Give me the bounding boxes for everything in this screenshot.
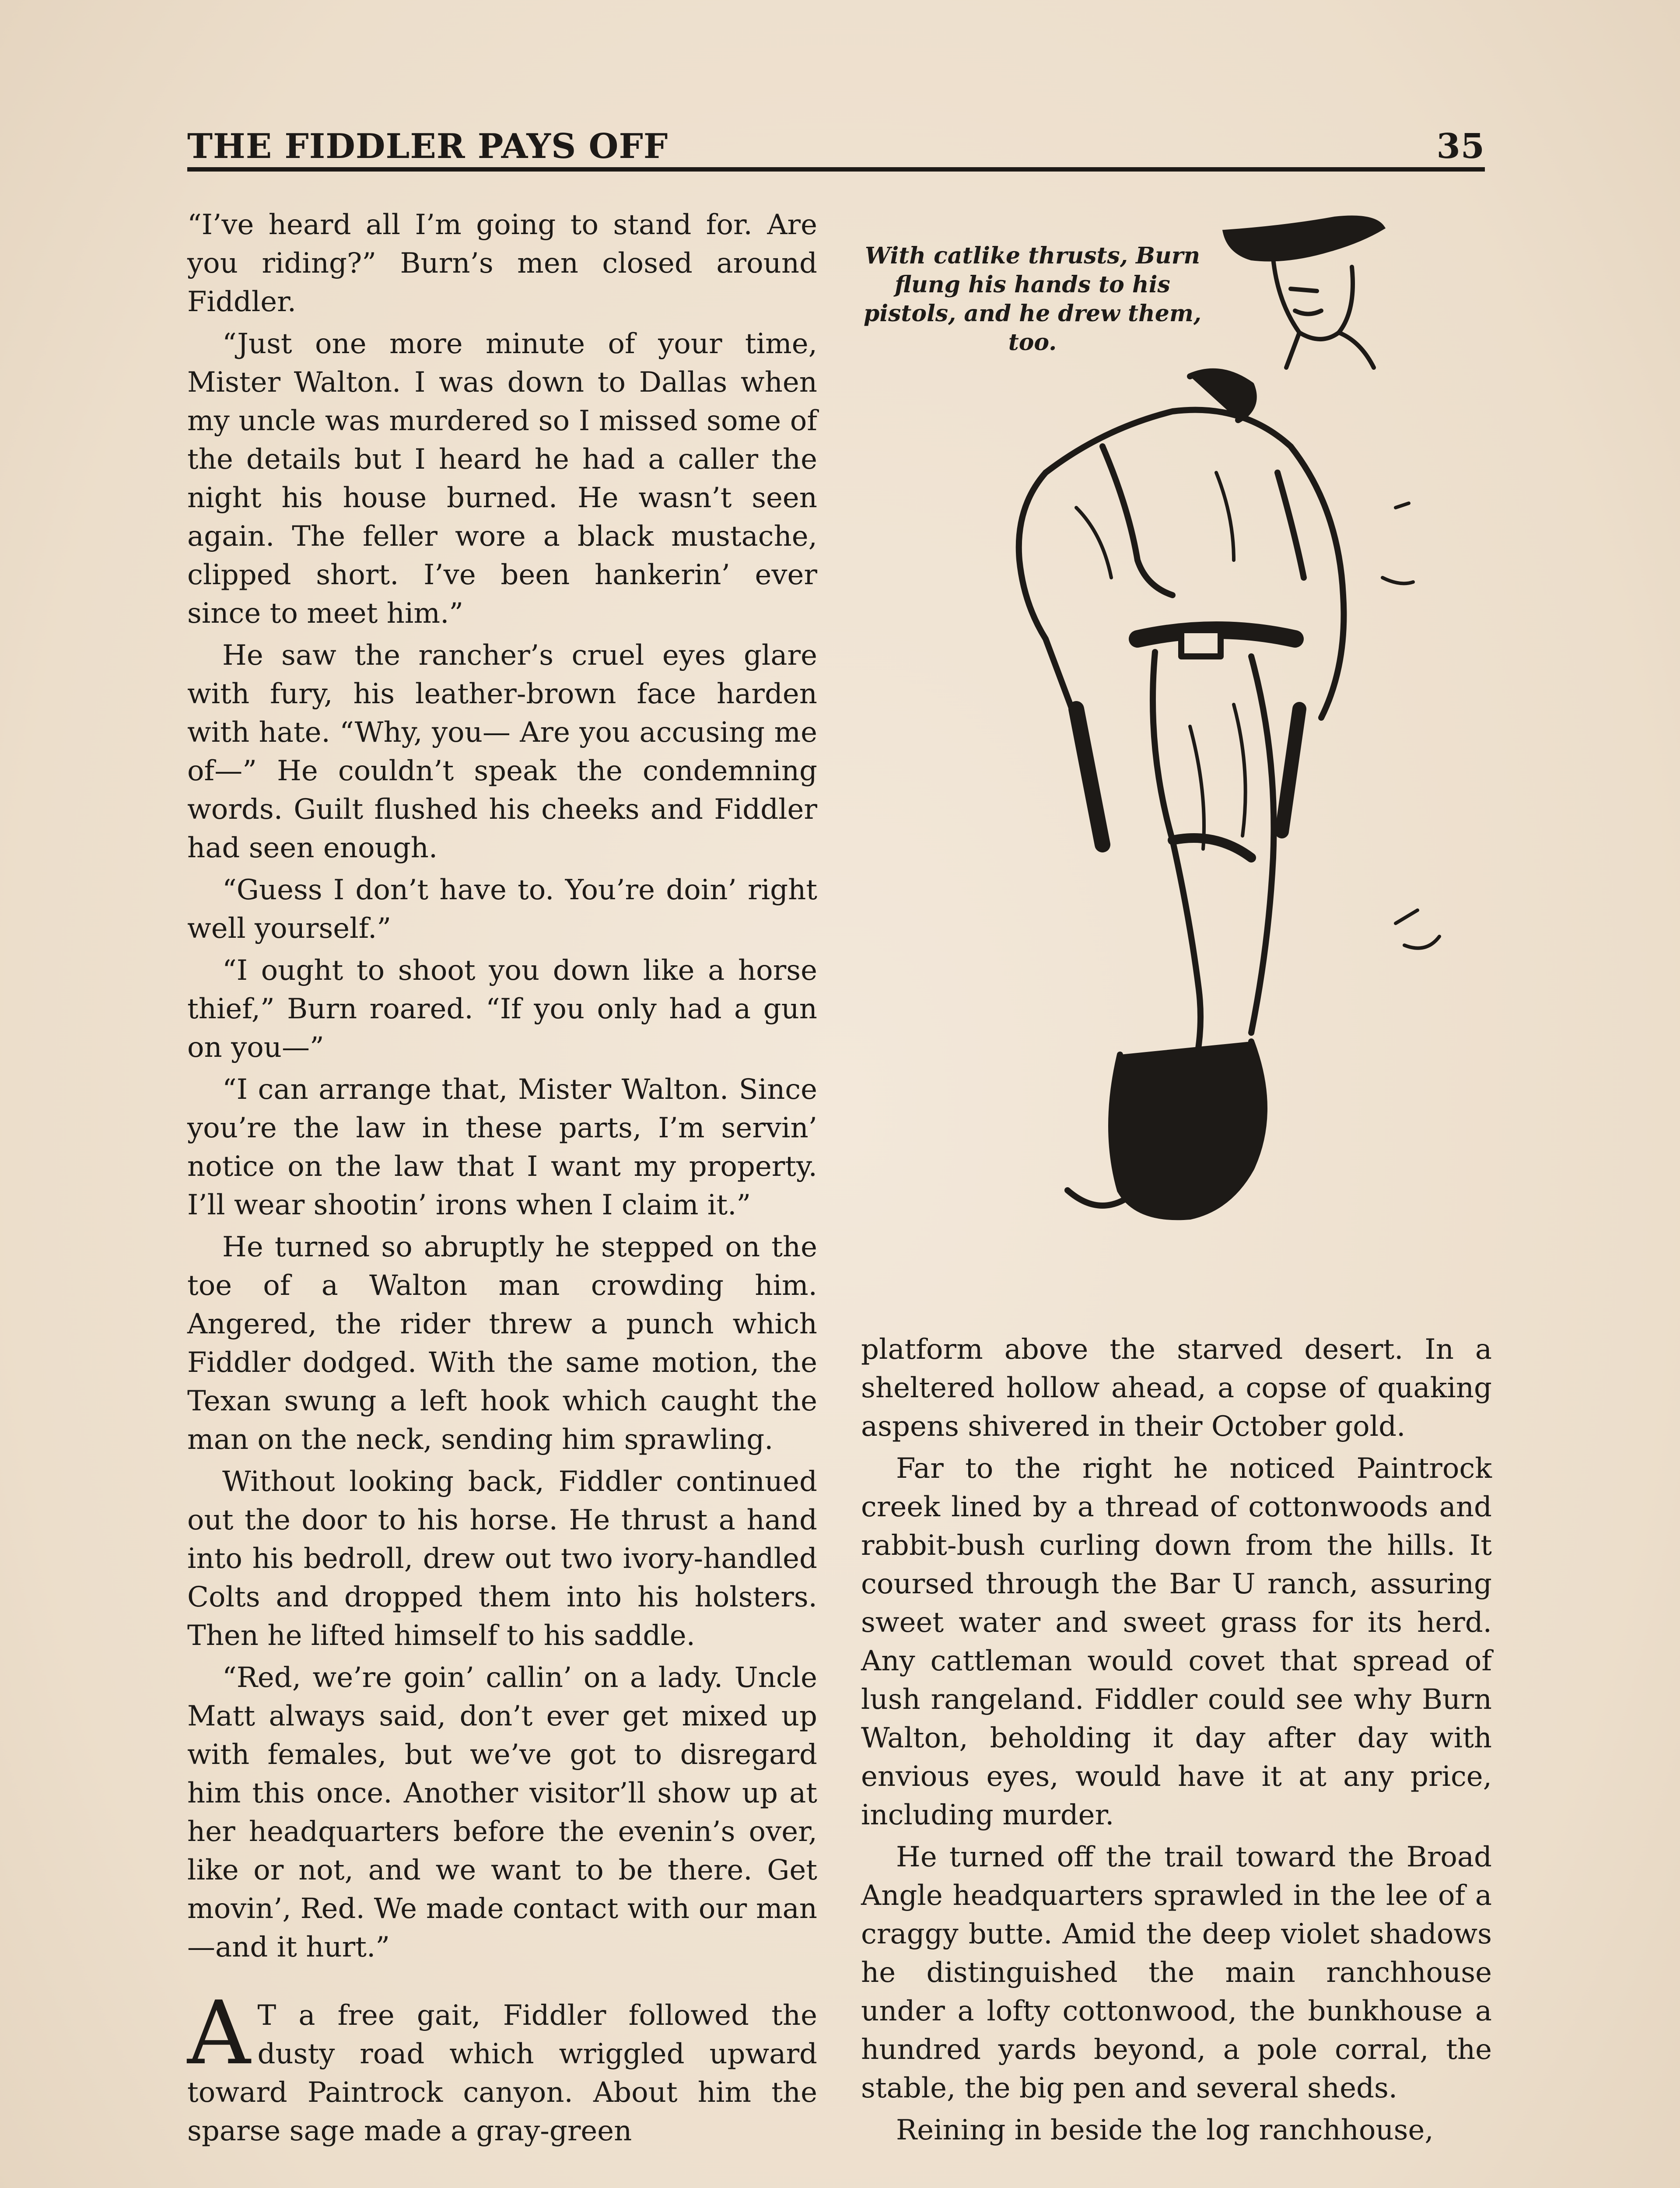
cowboy-head-sketch xyxy=(1225,218,1382,368)
section-opening-text: T a free gait, Fiddler followed the dusty road which wriggled upward toward Paintrock canyon. About him the sparse sage made a gray-green xyxy=(187,1999,817,2147)
right-column xyxy=(861,1330,1492,2153)
gunfighter-illustration xyxy=(858,201,1496,1322)
paragraph: “I’ve heard all I’m going to stand for. Are you riding?” Burn’s men closed around Fiddler. xyxy=(187,209,817,318)
paragraph: “I ought to shoot you down like a horse thief,” Burn roared. “If you only had a gun on you—” xyxy=(187,954,817,1064)
paragraph: platform above the starved desert. In a sheltered hollow ahead, a copse of quaking aspens shivered in their October gold. xyxy=(861,1333,1492,1443)
page-number: 35 xyxy=(1436,126,1485,166)
left-column xyxy=(187,206,817,2154)
drop-cap: A xyxy=(187,1982,251,2084)
paragraph: “I can arrange that, Mister Walton. Since you’re the law in these parts, I’m servin’ notice on the law that I want my property. I’ll wear shootin’ irons when I claim it.” xyxy=(187,1073,817,1221)
paragraph: He saw the rancher’s cruel eyes glare with fury, his leather-brown face harden with hate. “Why, you— Are you accusing me of—” He couldn’t speak the condemning words. Guilt flushed his cheeks and Fiddler had seen enough. xyxy=(187,639,817,864)
paragraph: Without looking back, Fiddler continued out the door to his horse. He thrust a hand into his bedroll, drew out two ivory-handled Colts and dropped them into his holsters. Then he lifted himself to his saddle. xyxy=(187,1466,817,1652)
gunfighter-body-sketch xyxy=(1019,372,1439,1217)
running-header xyxy=(187,122,1485,172)
paragraph: Reining in beside the log ranchhouse, xyxy=(896,2114,1434,2146)
paragraph: “Just one more minute of your time, Mister Walton. I was down to Dallas when my uncle was murdered so I missed some of the details but I heard he had a caller the night his house burned. He wasn’t seen again. The feller wore a black mustache, clipped short. I’ve been hankerin’ ever since to meet him.” xyxy=(187,328,817,630)
section-opening-paragraph xyxy=(187,1982,817,2150)
illustration-caption: With catlike thrusts, Burn flung his hands to his pistols, and he drew them, too. xyxy=(863,242,1202,356)
paragraph: He turned off the trail toward the Broad Angle headquarters sprawled in the lee of a craggy butte. Amid the deep violet shadows he distinguished the main ranchhouse under a lofty cottonwood, the bunkhouse a hundred yards beyond, a pole corral, the stable, the big pen and several sheds. xyxy=(861,1841,1492,2104)
paragraph: “Red, we’re goin’ callin’ on a lady. Uncle Matt always said, don’t ever get mixed up with females, but we’ve got to disregard him this once. Another visitor’ll show up at her headquarters before the evenin’s over, like or not, and we want to be there. Get movin’, Red. We made contact with our man—and it hurt.” xyxy=(187,1662,817,1964)
running-title: THE FIDDLER PAYS OFF xyxy=(187,126,668,166)
paragraph: “Guess I don’t have to. You’re doin’ right well yourself.” xyxy=(187,874,817,945)
paragraph: Far to the right he noticed Paintrock creek lined by a thread of cottonwoods and rabbit-bush curling down from the hills. It coursed through the Bar U ranch, assuring sweet water and sweet grass for its herd. Any cattleman would covet that spread of lush rangeland. Fiddler could see why Burn Walton, beholding it day after day with envious eyes, would have it at any price, including murder. xyxy=(861,1452,1492,1831)
paragraph: He turned so abruptly he stepped on the toe of a Walton man crowding him. Angered, the rider threw a punch which Fiddler dodged. With the same motion, the Texan swung a left hook which caught the man on the neck, sending him sprawling. xyxy=(187,1231,817,1456)
section-break xyxy=(187,1970,817,1996)
